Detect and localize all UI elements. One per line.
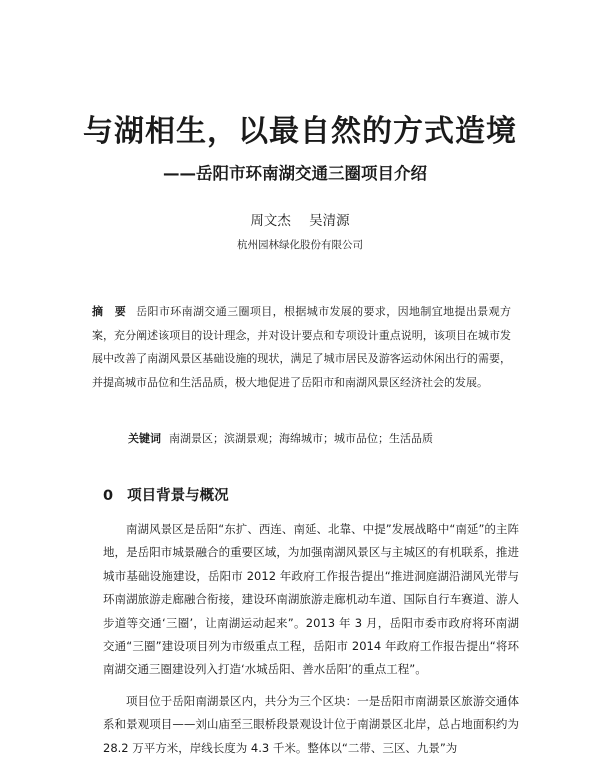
abstract-label: 摘 要 [92,305,127,318]
section-title: 项目背景与概况 [127,488,229,504]
section-number: 0 [103,488,114,504]
section-heading [103,484,229,505]
affiliation: 杭州园林绿化股份有限公司 [237,239,363,251]
keywords-label: 关键词 [128,432,161,445]
abstract [92,300,511,394]
body-paragraph: 项目位于岳阳南湖景区内，共分为三个区块：一是岳阳市南湖景区旅游交通体系和景观项目——刘山庙至三眼桥段景观设计位于南湖景区北岸，总占地面积约为 28.2 万平方米，岸线长度为 4.3 千米。整体以“二带、三区、九景”为 [103,694,519,755]
authors: 周文杰 吴清源 [250,213,350,229]
keywords-text: 南湖景区；滨湖景观；海绵城市；城市品位；生活品质 [169,432,433,445]
keywords [128,430,528,446]
body-paragraph: 南湖风景区是岳阳“东扩、西连、南延、北靠、中提”发展战略中“南延”的主阵地，是岳阳市城景融合的重要区域，为加强南湖风景区与主城区的有机联系，推进城市基础设施建设，岳阳市 2012 年政府工作报告提出“推进洞庭湖沿湖风光带与环南湖旅游走廊融合衔接，建设环南湖旅游走廊机动车道、国际自行车赛道、游人步道等交通‘三圈’，让南湖运动起来”。2013 年 3 月，岳阳市委市政府将环南湖交通“三圈”建设项目列为市级重点工程，岳阳市 2014 年政府工作报告提出“将环南湖交通三圈建设列入打造‘水城岳阳、善水岳阳’的重点工程”。 [103,522,519,677]
paper-subtitle: ——岳阳市环南湖交通三圈项目介绍 [163,164,427,183]
paper-title: 与湖相生，以最自然的方式造境 [83,114,517,149]
abstract-text: 岳阳市环南湖交通三圈项目，根据城市发展的要求，因地制宜地提出景观方案，充分阐述该项目的设计理念，并对设计要点和专项设计重点说明，该项目在城市发展中改善了南湖风景区基础设施的现状，满足了城市居民及游客运动休闲出行的需要，并提高城市品位和生活品质，极大地促进了岳阳市和南湖风景区经济社会的发展。 [92,305,512,389]
